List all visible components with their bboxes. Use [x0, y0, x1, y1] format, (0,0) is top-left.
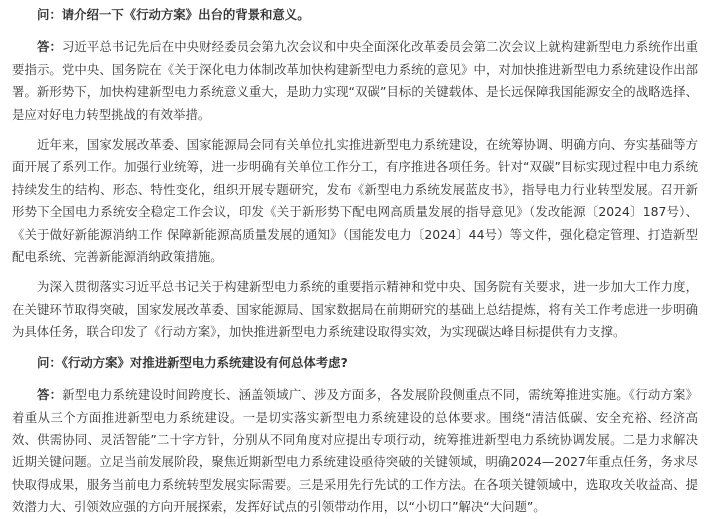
question-1	[12, 4, 698, 26]
answer-1-text: 习近平总书记先后在中央财经委员会第九次会议和中央全面深化改革委员会第二次会议上就构建新型电力系统作出重要指示。党中央、国务院在《关于深化电力体制改革加快构建新型电力系统的意见》中，对加快推进新型电力系统建设作出部署。新形势下，加快构建新型电力系统意义重大，是助力实现“双碳”目标的关键载体、是长远保障我国能源安全的战略选择、是应对好电力转型挑战的有效举措。	[12, 39, 699, 122]
answer-1-paragraph-1	[12, 36, 698, 126]
answer-1-label: 答：	[37, 39, 62, 55]
answer-2-text: 新型电力系统建设时间跨度长、涵盖领域广、涉及方面多，各发展阶段侧重点不同，需统筹推进实施。《行动方案》着重从三个方面推进新型电力系统建设。一是切实落实新型电力系统建设的总体要求。围绕“清洁低碳、安全充裕、经济高效、供需协同、灵活智能”二十字方针，分别从不同角度对应提出专项行动，统筹推进新型电力系统协调发展。二是力求解决近期关键问题。立足当前发展阶段，聚焦近期新型电力系统建设亟待突破的关键领域，明确2024—2027年重点任务，务求尽快取得成果，服务当前电力系统转型发展实际需要。三是采用先行先试的工作方法。在各项关键领域中，选取攻关收益高、提效潜力大、引领效应强的方向开展探索，发挥好试点的引领带动作用，以“小切口”解决“大问题”。	[12, 387, 698, 515]
question-2-label: 问：	[37, 354, 62, 370]
question-2-text: 《行动方案》对推进新型电力系统建设有何总体考虑?	[61, 354, 348, 370]
question-2	[12, 352, 698, 374]
answer-1-paragraph-2: 近年来，国家发展改革委、国家能源局会同有关单位扎实推进新型电力系统建设，在统筹协调、明确方向、夯实基础等方面开展了系列工作。加强行业统筹，进一步明确有关单位工作分工，有序推进各项任务。针对“双碳”目标实现过程中电力系统持续发生的结构、形态、特性变化，组织开展专题研究，发布《新型电力系统发展蓝皮书》，指导电力行业转型发展。召开新形势下全国电力系统安全稳定工作会议，印发《关于新形势下配电网高质量发展的指导意见》（发改能源〔2024〕187号）、《关于做好新能源消纳工作 保障新能源高质量发展的通知》（国能发电力〔2024〕44号）等文件，强化稳定管理、打造新型配电系统、完善新能源消纳政策措施。	[12, 137, 698, 265]
question-1-label: 问：	[37, 7, 62, 22]
answer-1-paragraph-3: 为深入贯彻落实习近平总书记关于构建新型电力系统的重要指示精神和党中央、国务院有关要求，进一步加大工作力度，在关键环节取得突破，国家发展改革委、国家能源局、国家数据局在前期研究的基础上总结提炼，将有关工作考虑进一步明确为具体任务，联合印发了《行动方案》，加快推进新型电力系统建设取得实效，为实现碳达峰目标提供有力支撑。	[12, 279, 698, 340]
question-1-text: 请介绍一下《行动方案》出台的背景和意义。	[61, 7, 310, 22]
answer-2-paragraph-1	[12, 384, 698, 518]
answer-2-label: 答：	[37, 387, 63, 403]
